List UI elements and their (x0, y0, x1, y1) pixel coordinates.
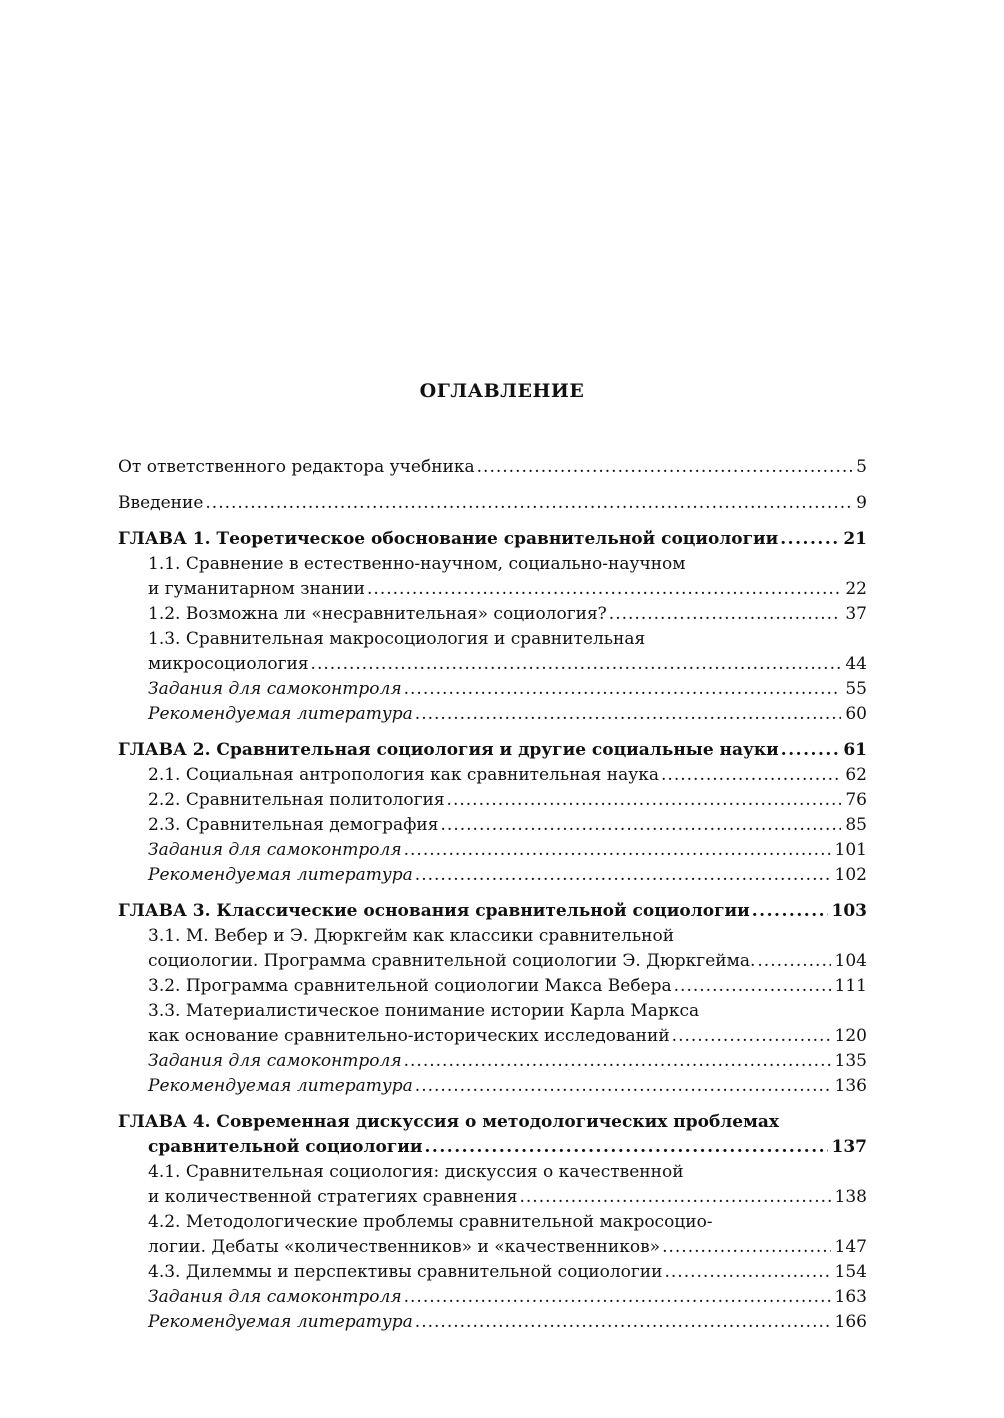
toc-line (118, 974, 867, 999)
dot-leader (662, 1260, 830, 1285)
toc-page-number: 37 (841, 602, 867, 627)
toc-entry-title: 3.3. Материалистическое понимание истории Карла Маркса (148, 1001, 700, 1021)
toc-entry-title: 3.1. М. Вебер и Э. Дюркгейм как классики сравнительной (148, 926, 675, 946)
toc-entry-title: как основание сравнительно-исторических исследований (148, 1026, 670, 1046)
toc-line (118, 627, 867, 652)
toc-entry[interactable] (118, 899, 867, 924)
dot-leader (413, 702, 842, 727)
toc-line (118, 1285, 867, 1310)
toc-entry[interactable] (118, 602, 867, 627)
toc-line (118, 1260, 867, 1285)
toc-entry[interactable] (118, 738, 867, 763)
toc-entry-title: 2.1. Социальная антропология как сравнительная наука (148, 765, 659, 785)
toc-entry-title: Рекомендуемая литература (148, 1076, 413, 1096)
toc-entry[interactable] (118, 1110, 867, 1160)
toc-line (118, 455, 867, 480)
toc-page-number: 163 (831, 1285, 867, 1310)
toc-line (118, 652, 867, 677)
toc-page-number: 120 (831, 1024, 867, 1049)
toc-entry[interactable] (118, 1285, 867, 1310)
toc-entry-title: сравнительной социологии (148, 1137, 423, 1157)
toc-line (118, 763, 867, 788)
toc-page-number: 137 (828, 1135, 868, 1160)
toc-line (118, 1135, 867, 1160)
toc-page-number: 111 (831, 974, 867, 999)
toc-page-number: 21 (839, 527, 867, 552)
dot-leader (670, 1024, 831, 1049)
dot-leader (402, 1049, 831, 1074)
toc-page-number: 76 (841, 788, 867, 813)
toc-line (118, 999, 867, 1024)
toc-line (118, 1049, 867, 1074)
dot-leader (365, 577, 841, 602)
dot-leader (413, 1074, 831, 1099)
dot-leader (779, 738, 840, 763)
toc-line (118, 1210, 867, 1235)
toc-page-number: 147 (831, 1235, 867, 1260)
toc-page-number: 136 (831, 1074, 867, 1099)
dot-leader (755, 949, 830, 974)
dot-leader (659, 763, 841, 788)
toc-entry[interactable] (118, 813, 867, 838)
toc-line (118, 1160, 867, 1185)
toc-entry-title: 3.2. Программа сравнительной социологии Макса Вебера (148, 976, 672, 996)
dot-leader (402, 838, 831, 863)
toc-entry[interactable] (118, 1160, 867, 1210)
toc-entry[interactable] (118, 527, 867, 552)
dot-leader (607, 602, 842, 627)
toc-entry-title: ГЛАВА 2. Сравнительная социология и другие социальные науки (118, 740, 779, 760)
toc-line (118, 1074, 867, 1099)
toc-line (118, 924, 867, 949)
toc-entry-title: Рекомендуемая литература (148, 704, 413, 724)
toc-line (118, 863, 867, 888)
toc-line (118, 491, 867, 516)
toc-entry-title: социологии. Программа сравнительной социологии Э. Дюркгейма. (148, 951, 756, 971)
toc-entry-title: ГЛАВА 4. Современная дискуссия о методологических проблемах (118, 1112, 780, 1132)
toc-entry-title: Введение (118, 493, 204, 513)
dot-leader (750, 899, 828, 924)
toc-line (118, 1024, 867, 1049)
toc-entry[interactable] (118, 924, 867, 974)
toc-entry[interactable] (118, 702, 867, 727)
toc-page-number: 9 (852, 491, 867, 516)
toc-entry[interactable] (118, 552, 867, 602)
dot-leader (203, 491, 852, 516)
toc-entry[interactable] (118, 1049, 867, 1074)
toc-line (118, 1110, 867, 1135)
toc-entry-title: 4.1. Сравнительная социология: дискуссия о качественной (148, 1162, 684, 1182)
dot-leader (672, 974, 831, 999)
toc-entry-title: 1.2. Возможна ли «несравнительная» социология? (148, 604, 607, 624)
toc-entry-title: Задания для самоконтроля (148, 1287, 402, 1307)
toc-page-number: 166 (831, 1310, 867, 1335)
toc-line (118, 602, 867, 627)
toc-entry-title: Рекомендуемая литература (148, 865, 413, 885)
toc-line (118, 1235, 867, 1260)
dot-leader (402, 677, 842, 702)
toc-entry-title: 4.3. Дилеммы и перспективы сравнительной социологии (148, 1262, 663, 1282)
toc-entry[interactable] (118, 974, 867, 999)
toc-line (118, 677, 867, 702)
toc-entry[interactable] (118, 999, 867, 1049)
toc-entry[interactable] (118, 491, 867, 516)
toc-entry[interactable] (118, 838, 867, 863)
toc-page-number: 55 (841, 677, 867, 702)
toc-line (118, 813, 867, 838)
toc-page-number: 135 (831, 1049, 867, 1074)
toc-entry-title: и гуманитарном знании (148, 579, 366, 599)
toc-page-number: 22 (841, 577, 867, 602)
toc-entry-title: Задания для самоконтроля (148, 840, 402, 860)
toc-entry-title: 2.2. Сравнительная политология (148, 790, 445, 810)
dot-leader (517, 1185, 830, 1210)
toc-entry-title: 1.3. Сравнительная макросоциология и сравнительная (148, 629, 646, 649)
toc-line (118, 552, 867, 577)
toc-line (118, 702, 867, 727)
toc-page-number: 101 (831, 838, 867, 863)
toc-entry-title: и количественной стратегиях сравнения (148, 1187, 518, 1207)
toc-entry[interactable] (118, 627, 867, 677)
toc-entry-title: Задания для самоконтроля (148, 1051, 402, 1071)
toc-entry-title: ГЛАВА 1. Теоретическое обоснование сравнительной социологии (118, 529, 779, 549)
dot-leader (475, 455, 853, 480)
toc-entry-title: ГЛАВА 3. Классические основания сравнительной социологии (118, 901, 750, 921)
table-of-contents (118, 455, 867, 1335)
toc-line (118, 1310, 867, 1335)
dot-leader (422, 1135, 827, 1160)
toc-page-number: 85 (841, 813, 867, 838)
dot-leader (439, 813, 842, 838)
toc-entry-title: От ответственного редактора учебника (118, 457, 475, 477)
toc-page-number: 103 (828, 899, 868, 924)
toc-entry-title: Задания для самоконтроля (148, 679, 402, 699)
dot-leader (778, 527, 839, 552)
toc-entry[interactable] (118, 763, 867, 788)
dot-leader (402, 1285, 831, 1310)
toc-line (118, 788, 867, 813)
toc-entry-title: микросоциология (148, 654, 309, 674)
toc-entry-title: 1.1. Сравнение в естественно-научном, социально-научном (148, 554, 686, 574)
dot-leader (413, 863, 831, 888)
toc-line (118, 899, 867, 924)
toc-page-number: 154 (831, 1260, 867, 1285)
toc-page-number: 138 (831, 1185, 867, 1210)
toc-line (118, 577, 867, 602)
toc-page-number: 44 (841, 652, 867, 677)
toc-entry[interactable] (118, 788, 867, 813)
toc-entry-title: логии. Дебаты «количественников» и «качественников» (148, 1237, 661, 1257)
dot-leader (309, 652, 842, 677)
toc-entry-title: 2.3. Сравнительная демография (148, 815, 439, 835)
toc-page-number: 60 (841, 702, 867, 727)
toc-entry[interactable] (118, 677, 867, 702)
toc-line (118, 738, 867, 763)
toc-page-number: 102 (831, 863, 867, 888)
toc-page-number: 5 (852, 455, 867, 480)
toc-line (118, 838, 867, 863)
toc-line (118, 949, 867, 974)
dot-leader (445, 788, 842, 813)
toc-entry[interactable] (118, 863, 867, 888)
dot-leader (413, 1310, 831, 1335)
toc-page-number: 62 (841, 763, 867, 788)
toc-entry[interactable] (118, 1210, 867, 1260)
toc-entry-title: 4.2. Методологические проблемы сравнительной макросоцио- (148, 1212, 713, 1232)
toc-entry[interactable] (118, 1074, 867, 1099)
toc-line (118, 1185, 867, 1210)
page-title: ОГЛАВЛЕНИЕ (419, 380, 585, 402)
toc-entry[interactable] (118, 1260, 867, 1285)
toc-page-number: 104 (831, 949, 867, 974)
toc-entry[interactable] (118, 455, 867, 480)
dot-leader (660, 1235, 830, 1260)
toc-line (118, 527, 867, 552)
toc-page-number: 61 (839, 738, 867, 763)
toc-entry[interactable] (118, 1310, 867, 1335)
toc-entry-title: Рекомендуемая литература (148, 1312, 413, 1332)
